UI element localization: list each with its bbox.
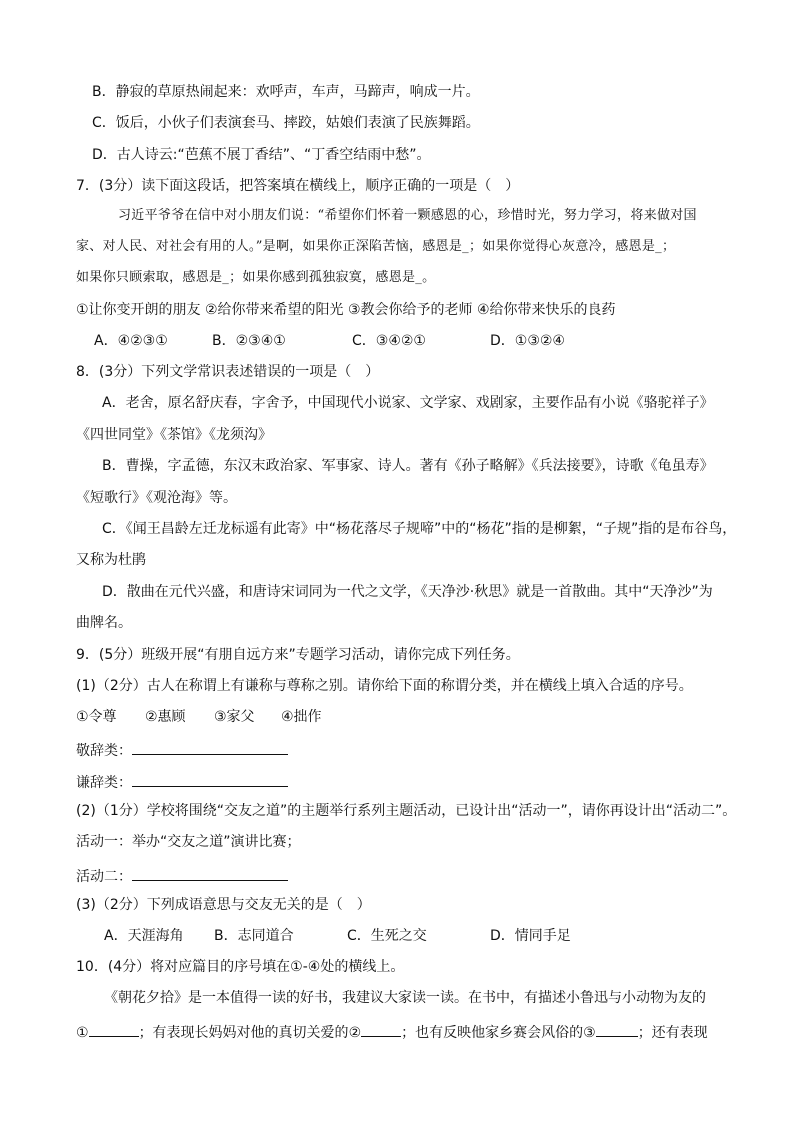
q9-term-3: ③家父 bbox=[214, 709, 255, 725]
q9-term-1: ①令尊 bbox=[76, 709, 117, 725]
q7-choice-b: B．②③④① bbox=[212, 333, 286, 349]
q9-honorific-label: 敬辞类： bbox=[76, 743, 132, 759]
q9-activity-2-row bbox=[76, 864, 288, 887]
q9-sub2: (2)（1分）学校将围绕“交友之道”的主题举行系列主题活动，已设计出“活动一”，请你再设计出“活动二”。 bbox=[76, 803, 737, 819]
q9-choice-d: D．情同手足 bbox=[490, 928, 571, 944]
q8-option-a-line-2: 《四世同堂》《茶馆》《龙须沟》 bbox=[76, 427, 272, 443]
q10-blank-2[interactable] bbox=[361, 1020, 401, 1037]
q10-seg-2: ；也有反映他家乡赛会风俗的 bbox=[401, 1025, 584, 1041]
q6-option-d: D．古人诗云:“芭蕉不展丁香结”、“丁香空结雨中愁”。 bbox=[92, 147, 431, 163]
q9-honorific-row bbox=[76, 738, 288, 761]
q9-honorific-blank[interactable] bbox=[132, 738, 288, 755]
q7-passage-line-1: 习近平爷爷在信中对小朋友们说：“希望你们怀着一颗感恩的心，珍惜时光，努力学习，将来做对国 bbox=[118, 208, 697, 223]
q10-blank-1[interactable] bbox=[89, 1020, 139, 1037]
q7-choice-d: D．①③②④ bbox=[490, 333, 565, 349]
q9-choice-c: C．生死之交 bbox=[347, 928, 427, 944]
q9-stem: 9．(5分）班级开展“有朋自远方来”专题学习活动，请你完成下列任务。 bbox=[76, 647, 520, 663]
q10-num-3: ③ bbox=[583, 1025, 596, 1041]
q9-humble-blank[interactable] bbox=[132, 770, 288, 787]
q7-choice-c: C．③④②① bbox=[352, 333, 426, 349]
q10-num-2: ② bbox=[348, 1025, 362, 1041]
q10-text-line-2 bbox=[76, 1020, 708, 1043]
q7-items: ①让你变开朗的朋友 ②给你带来希望的阳光 ③教会你给予的老师 ④给你带来快乐的良药 bbox=[76, 302, 616, 318]
q9-term-2: ②惠顾 bbox=[145, 709, 186, 725]
q8-option-a-line-1: A．老舍，原名舒庆春，字舍予，中国现代小说家、文学家、戏剧家，主要作品有小说《骆驼祥子》 bbox=[102, 395, 714, 411]
q9-choice-a: A．天涯海角 bbox=[104, 928, 184, 944]
q9-activity-2-blank[interactable] bbox=[132, 864, 288, 881]
q9-humble-label: 谦辞类： bbox=[76, 775, 132, 791]
q8-option-d-line-1: D．散曲在元代兴盛，和唐诗宋词同为一代之文学，《天净沙·秋思》就是一首散曲。其中“天净沙”为 bbox=[102, 584, 713, 600]
q8-stem: 8．(3分）下列文学常识表述错误的一项是（ ） bbox=[76, 364, 380, 380]
q7-passage-line-3: 如果你只顾索取，感恩是_；如果你感到孤独寂寞，感恩是_。 bbox=[76, 270, 436, 285]
q9-term-4: ④拙作 bbox=[281, 709, 322, 725]
q9-sub1: (1)（2分）古人在称谓上有谦称与尊称之别。请你给下面的称谓分类，并在横线上填入合适的序号。 bbox=[76, 678, 693, 694]
q9-activity-2-label: 活动二： bbox=[76, 869, 132, 885]
q7-stem: 7．(3分）读下面这段话，把答案填在横线上，顺序正确的一项是（ ） bbox=[76, 178, 520, 194]
q10-stem: 10．(4分）将对应篇目的序号填在①-④处的横线上。 bbox=[76, 959, 405, 975]
q6-option-b: B．静寂的草原热闹起来：欢呼声，车声，马蹄声，响成一片。 bbox=[92, 84, 480, 100]
q10-seg-3: ；还有表现 bbox=[637, 1025, 708, 1041]
q8-option-c-line-2: 又称为杜鹃 bbox=[76, 552, 146, 568]
q7-passage-line-2: 家、对人民、对社会有用的人。”是啊，如果你正深陷苦恼，感恩是_；如果你觉得心灰意冷，感恩是_； bbox=[76, 239, 676, 254]
q9-choice-b: B．志同道合 bbox=[214, 928, 294, 944]
q10-text-line-1: 《朝花夕拾》是一本值得一读的好书，我建议大家读一读。在书中，有描述小鲁迅与小动物为友的 bbox=[104, 990, 706, 1006]
q10-seg-1: ；有表现长妈妈对他的真切关爱的 bbox=[138, 1025, 349, 1041]
q9-sub3: (3)（2分）下列成语意思与交友无关的是（ ） bbox=[76, 897, 371, 913]
q10-blank-3[interactable] bbox=[596, 1020, 638, 1037]
q9-activity-1: 活动一：举办“交友之道”演讲比赛； bbox=[76, 834, 301, 850]
q10-num-1: ① bbox=[76, 1025, 89, 1041]
q8-option-b-line-1: B．曹操，字孟德，东汉末政治家、军事家、诗人。著有《孙子略解》《兵法接要》，诗歌《龟虽寿》 bbox=[102, 458, 714, 474]
q8-option-b-line-2: 《短歌行》《观沧海》等。 bbox=[76, 490, 237, 506]
q8-option-c-line-1: C．《闻王昌龄左迁龙标遥有此寄》中“杨花落尽子规啼”中的“杨花”指的是柳絮，“子规”指的是布谷鸟， bbox=[102, 521, 737, 537]
q9-humble-row bbox=[76, 770, 288, 793]
q7-choice-a: A．④②③① bbox=[94, 333, 168, 349]
q6-option-c: C．饭后，小伙子们表演套马、摔跤，姑娘们表演了民族舞蹈。 bbox=[92, 115, 480, 131]
q8-option-d-line-2: 曲牌名。 bbox=[76, 615, 132, 631]
